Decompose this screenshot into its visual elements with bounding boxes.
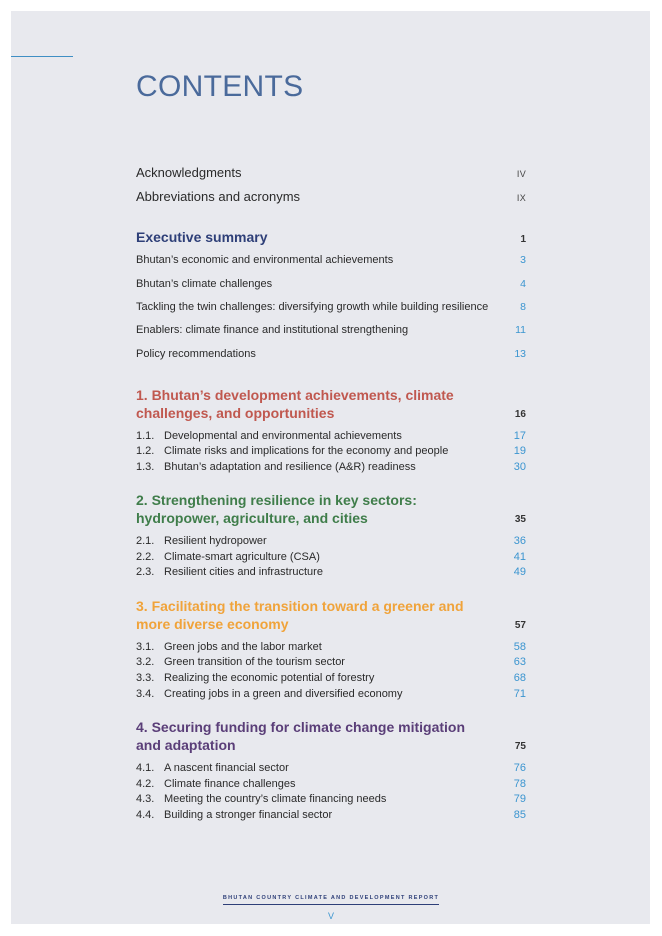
toc-page-number: 58 — [513, 641, 526, 653]
section-number: 2.2. — [136, 551, 155, 563]
toc-page-number: 49 — [513, 566, 526, 578]
page-title: CONTENTS — [136, 70, 304, 103]
toc-page-number: 1 — [520, 234, 526, 245]
section-number: 4.2. — [136, 778, 155, 790]
chapter-title: 1. Bhutan’s development achievements, climate challenges, and opportunities — [136, 387, 454, 421]
toc-entry-label: Acknowledgments — [136, 165, 242, 180]
toc-subentry[interactable] — [136, 254, 526, 266]
chapter-title: 2. Strengthening resilience in key sectors: hydropower, agriculture, and cities — [136, 492, 417, 526]
toc-page-number: 63 — [513, 656, 526, 668]
toc-subentry[interactable] — [136, 278, 526, 290]
section-label: Resilient cities and infrastructure — [164, 566, 323, 578]
toc-subentry[interactable] — [136, 324, 526, 336]
toc-subentry[interactable] — [136, 348, 526, 360]
section-number: 1.3. — [136, 461, 155, 473]
footer-page-number: V — [327, 911, 334, 921]
toc-section[interactable] — [136, 792, 526, 808]
section-label: Climate risks and implications for the economy and people — [164, 445, 449, 457]
toc-section[interactable] — [136, 460, 526, 476]
accent-line — [11, 56, 73, 57]
section-number: 4.4. — [136, 809, 155, 821]
toc-section[interactable] — [136, 640, 526, 656]
toc-page-number: 8 — [520, 301, 526, 313]
toc-section[interactable] — [136, 429, 526, 445]
toc-section[interactable] — [136, 671, 526, 687]
toc-page-number: 79 — [513, 793, 526, 805]
toc-page-number: 13 — [514, 348, 526, 360]
toc-page-number: 36 — [513, 535, 526, 547]
toc-page-number: 3 — [520, 254, 526, 266]
section-number: 1.1. — [136, 430, 155, 442]
toc-entry-abbreviations[interactable] — [136, 189, 526, 204]
section-label: Developmental and environmental achievements — [164, 430, 402, 442]
toc-page-number: 19 — [513, 445, 526, 457]
section-label: Meeting the country’s climate financing needs — [164, 793, 387, 805]
section-label: Bhutan’s adaptation and resilience (A&R) readiness — [164, 461, 416, 473]
toc-page-number: 68 — [513, 672, 526, 684]
toc-section[interactable] — [136, 808, 526, 824]
toc-page-number: 16 — [514, 409, 526, 420]
page-footer — [0, 886, 662, 921]
toc-page-number: 85 — [513, 809, 526, 821]
toc-chapter-3[interactable] — [136, 597, 526, 633]
footer-report-title: BHUTAN COUNTRY CLIMATE AND DEVELOPMENT REPORT — [223, 895, 439, 905]
toc-section[interactable] — [136, 534, 526, 550]
toc-subentry[interactable] — [136, 301, 526, 313]
toc-page-number: 41 — [513, 551, 526, 563]
toc-section[interactable] — [136, 655, 526, 671]
section-label: Realizing the economic potential of forestry — [164, 672, 375, 684]
toc-entry-label: Enablers: climate finance and institutional strengthening — [136, 324, 409, 336]
section-label: Green transition of the tourism sector — [164, 656, 345, 668]
section-label: Climate-smart agriculture (CSA) — [164, 551, 320, 563]
section-label: A nascent financial sector — [164, 762, 289, 774]
toc-page-number: 78 — [513, 778, 526, 790]
toc-page-number: IX — [516, 193, 526, 203]
toc-section[interactable] — [136, 444, 526, 460]
section-number: 2.1. — [136, 535, 155, 547]
toc-page-number: 35 — [514, 514, 526, 525]
toc-page-number: 76 — [513, 762, 526, 774]
section-number: 4.1. — [136, 762, 155, 774]
section-label: Resilient hydropower — [164, 535, 267, 547]
section-label: Creating jobs in a green and diversified economy — [164, 688, 403, 700]
toc-entry-label: Bhutan’s climate challenges — [136, 278, 273, 290]
section-number: 4.3. — [136, 793, 155, 805]
toc-section[interactable] — [136, 550, 526, 566]
section-number: 3.3. — [136, 672, 155, 684]
section-number: 3.4. — [136, 688, 155, 700]
toc-page-number: 11 — [515, 324, 526, 336]
section-number: 1.2. — [136, 445, 155, 457]
toc-entry-executive-summary[interactable] — [136, 229, 526, 245]
toc-page-number: 57 — [514, 620, 526, 631]
section-number: 2.3. — [136, 566, 155, 578]
toc-entry-label: Executive summary — [136, 229, 268, 245]
toc-section[interactable] — [136, 687, 526, 703]
toc-entry-label: Tackling the twin challenges: diversifying growth while building resilience — [136, 301, 489, 313]
section-number: 3.1. — [136, 641, 155, 653]
section-number: 3.2. — [136, 656, 155, 668]
toc-entry-acknowledgments[interactable] — [136, 165, 526, 180]
toc-chapter-2[interactable] — [136, 491, 526, 527]
toc-entry-label: Policy recommendations — [136, 348, 256, 360]
section-label: Green jobs and the labor market — [164, 641, 322, 653]
toc-page-number: 75 — [514, 741, 526, 752]
toc-entry-label: Abbreviations and acronyms — [136, 189, 301, 204]
toc-page-number: 4 — [520, 278, 526, 290]
toc-page-number: 71 — [513, 688, 526, 700]
toc-chapter-1[interactable] — [136, 386, 526, 422]
toc-chapter-4[interactable] — [136, 718, 526, 754]
toc-page-number: 17 — [513, 430, 526, 442]
toc-section[interactable] — [136, 777, 526, 793]
toc-entry-label: Bhutan’s economic and environmental achievements — [136, 254, 394, 266]
toc-page-number: IV — [516, 169, 526, 179]
section-label: Building a stronger financial sector — [164, 809, 333, 821]
toc-section[interactable] — [136, 761, 526, 777]
toc-page-number: 30 — [513, 461, 526, 473]
chapter-title: 4. Securing funding for climate change mitigation and adaptation — [136, 719, 466, 753]
toc-section[interactable] — [136, 565, 526, 581]
section-label: Climate finance challenges — [164, 778, 296, 790]
chapter-title: 3. Facilitating the transition toward a greener and more diverse economy — [136, 598, 464, 632]
